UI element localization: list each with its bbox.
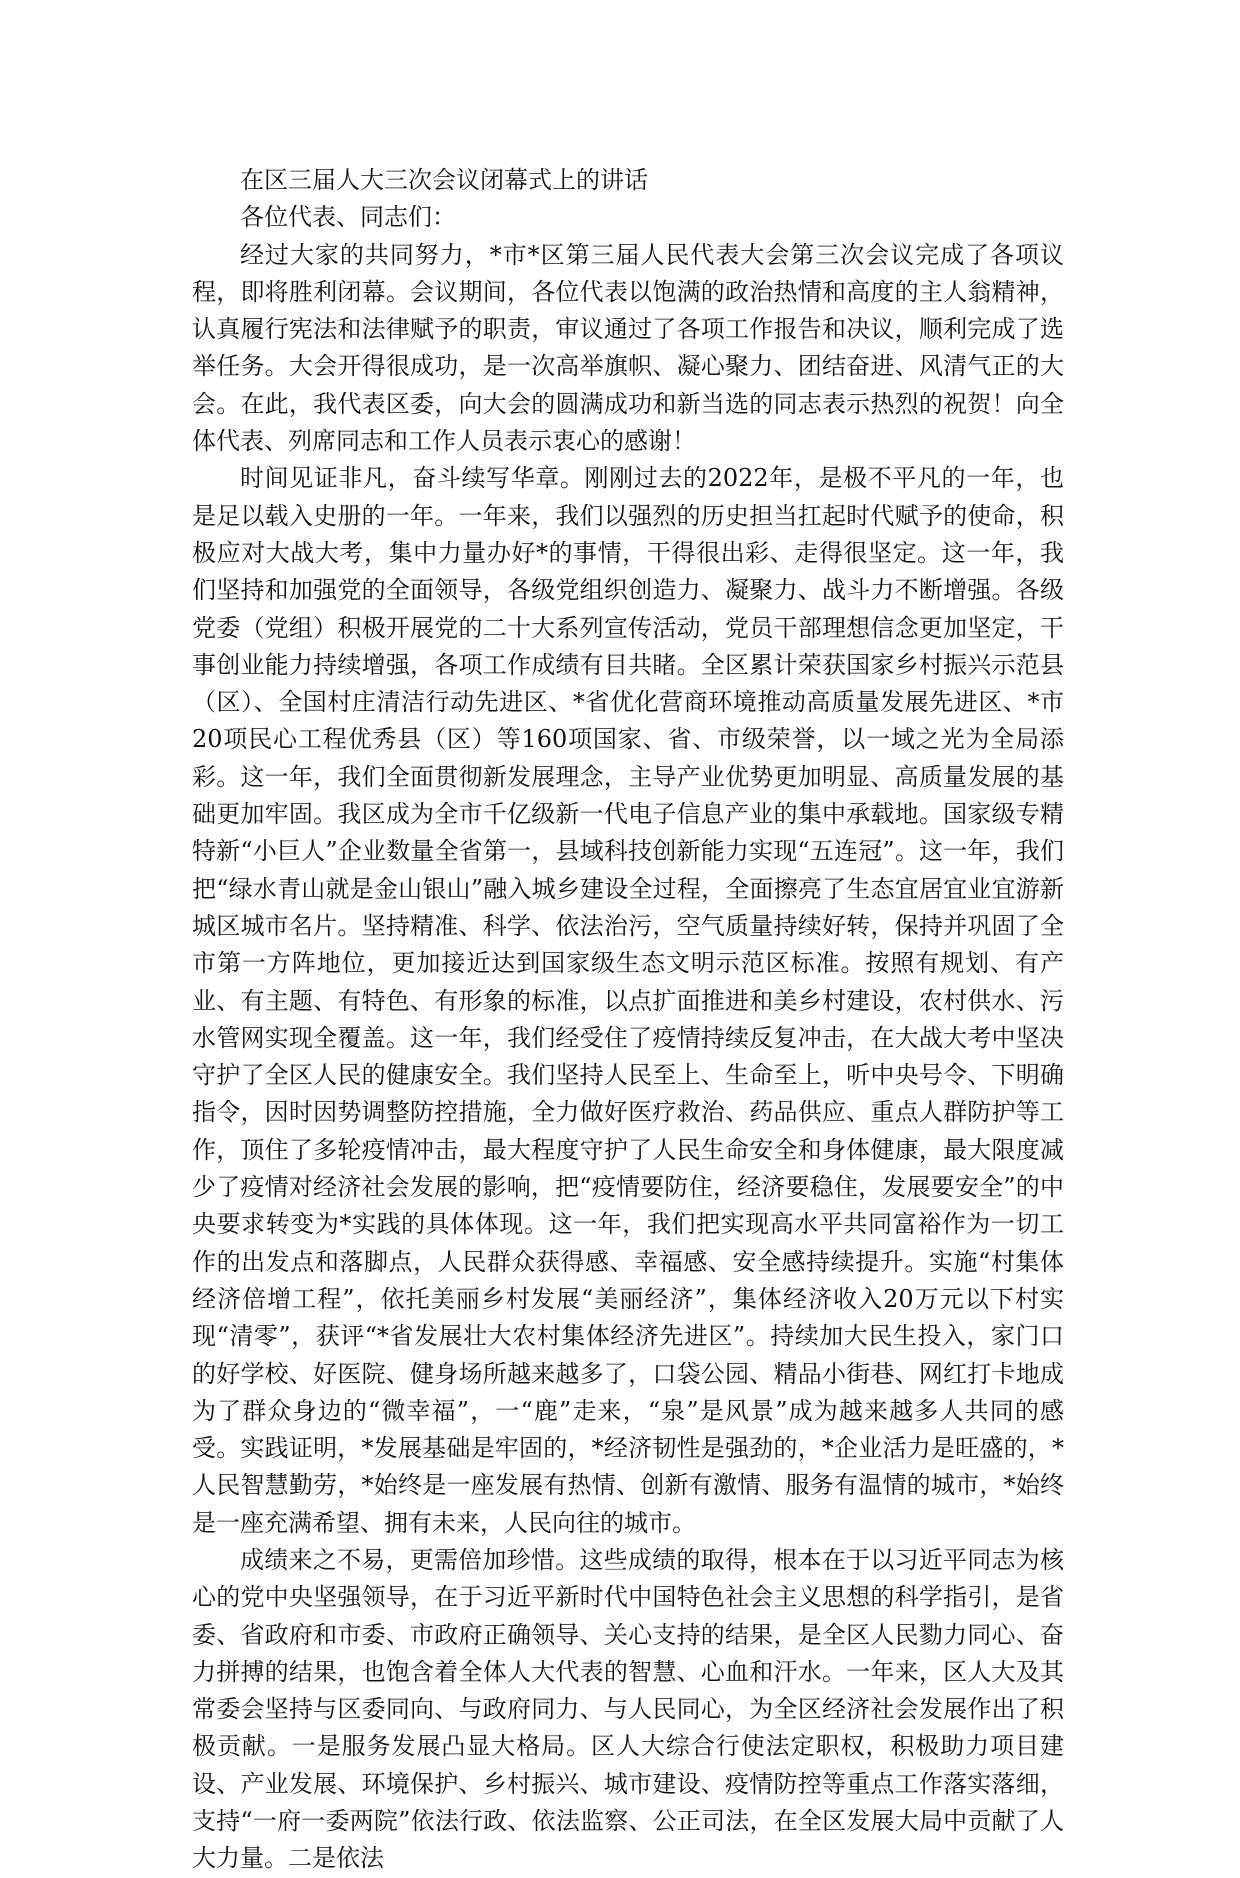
body-paragraph: 成绩来之不易，更需倍加珍惜。这些成绩的取得，根本在于以习近平同志为核心的党中央坚强领导，在于习近平新时代中国特色社会主义思想的科学指引，是省委、省政府和市委、市政府正确领导、关心支持的结果，是全区人民勠力同心、奋力拼搏的结果，也饱含着全体人大代表的智慧、心血和汗水。一年来，区人大及其常委会坚持与区委同向、与政府同力、与人民同心，为全区经济社会发展作出了积极贡献。一是服务发展凸显大格局。区人大综合行使法定职权，积极助力项目建设、产业发展、环境保护、乡村振兴、城市建设、疫情防控等重点工作落实落细，支持“一府一委两院”依法行政、依法监察、公正司法，在全区发展大局中贡献了人大力量。二是依法 [192, 1545, 1064, 1873]
body-paragraph: 时间见证非凡，奋斗续写华章。刚刚过去的2022年，是极不平凡的一年，也是足以载入史册的一年。一年来，我们以强烈的历史担当扛起时代赋予的使命，积极应对大战大考，集中力量办好*的事情，干得很出彩、走得很坚定。这一年，我们坚持和加强党的全面领导，各级党组织创造力、凝聚力、战斗力不断增强。各级党委（党组）积极开展党的二十大系列宣传活动，党员干部理想信念更加坚定，干事创业能力持续增强，各项工作成绩有目共睹。全区累计荣获国家乡村振兴示范县（区）、全国村庄清洁行动先进区、*省优化营商环境推动高质量发展先进区、*市20项民心工程优秀县（区）等160项国家、省、市级荣誉，以一域之光为全局添彩。这一年，我们全面贯彻新发展理念，主导产业优势更加明显、高质量发展的基础更加牢固。我区成为全市千亿级新一代电子信息产业的集中承载地。国家级专精特新“小巨人”企业数量全省第一，县域科技创新能力实现“五连冠”。这一年，我们把“绿水青山就是金山银山”融入城乡建设全过程，全面擦亮了生态宜居宜业宜游新城区城市名片。坚持精准、科学、依法治污，空气质量持续好转，保持并巩固了全市第一方阵地位，更加接近达到国家级生态文明示范区标准。按照有规划、有产业、有主题、有特色、有形象的标准，以点扩面推进和美乡村建设，农村供水、污水管网实现全覆盖。这一年，我们经受住了疫情持续反复冲击，在大战大考中坚决守护了全区人民的健康安全。我们坚持人民至上、生命至上，听中央号令、下明确指令，因时因势调整防控措施，全力做好医疗救治、药品供应、重点人群防护等工作，顶住了多轮疫情冲击，最大程度守护了人民生命安全和身体健康，最大限度减少了疫情对经济社会发展的影响，把“疫情要防住，经济要稳住，发展要安全”的中央要求转变为*实践的具体体现。这一年，我们把实现高水平共同富裕作为一切工作的出发点和落脚点，人民群众获得感、幸福感、安全感持续提升。实施“村集体经济倍增工程”，依托美丽乡村发展“美丽经济”，集体经济收入20万元以下村实现“清零”，获评“*省发展壮大农村集体经济先进区”。持续加大民生投入，家门口的好学校、好医院、健身场所越来越多了，口袋公园、精品小街巷、网红打卡地成为了群众身边的“微幸福”，一“鹿”走来，“泉”是风景”成为越来越多人共同的感受。实践证明，*发展基础是牢固的，*经济韧性是强劲的，*企业活力是旺盛的，*人民智慧勤劳，*始终是一座发展有热情、创新有激情、服务有温情的城市，*始终是一座充满希望、拥有未来，人民向往的城市。 [192, 464, 1064, 1537]
document-body [192, 162, 1064, 1878]
body-paragraph: 经过大家的共同努力，*市*区第三届人民代表大会第三次会议完成了各项议程，即将胜利闭幕。会议期间，各位代表以饱满的政治热情和高度的主人翁精神，认真履行宪法和法律赋予的职责，审议通过了各项工作报告和决议，顺利完成了选举任务。大会开得很成功，是一次高举旗帜、凝心聚力、团结奋进、风清气正的大会。在此，我代表区委，向大会的圆满成功和新当选的同志表示热烈的祝贺！向全体代表、列席同志和工作人员表示衷心的感谢！ [192, 240, 1064, 456]
salutation: 各位代表、同志们： [240, 203, 456, 232]
document-title: 在区三届人大三次会议闭幕式上的讲话 [240, 166, 648, 194]
